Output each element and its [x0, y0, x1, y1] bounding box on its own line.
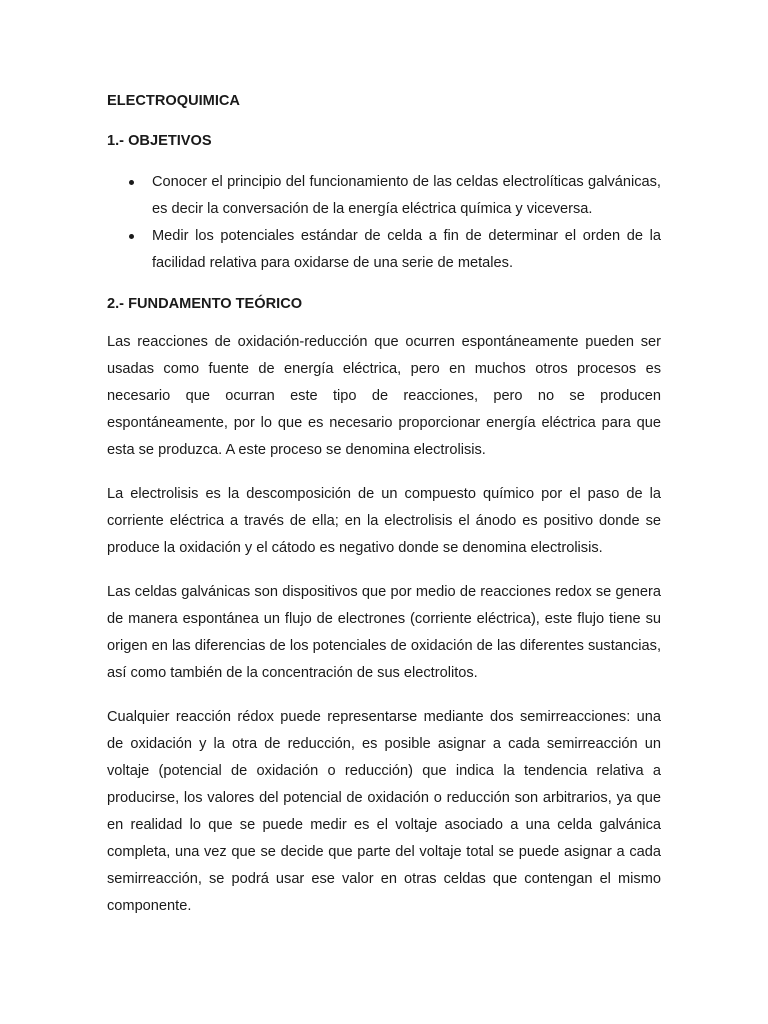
document-page	[107, 90, 661, 937]
document-title: ELECTROQUIMICA	[107, 93, 240, 109]
objectives-list	[107, 169, 661, 277]
section-heading-fundamento: 2.- FUNDAMENTO TEÓRICO	[107, 296, 303, 312]
paragraph: Cualquier reacción rédox puede representarse mediante dos semirreacciones: una de oxidación y la otra de reducción, es posible asignar a cada semirreacción un voltaje (potencial de oxidación o reducción) que indica la tendencia relativa a producirse, los valores del potencial de oxidación o reducción son arbitrarios, ya que en realidad lo que se puede medir es el voltaje asociado a una celda galvánica completa, una vez que se decide que parte del voltaje total se puede asignar a cada semirreacción, se podrá usar ese valor en otras celdas que contengan el mismo componente.	[107, 709, 661, 914]
list-item-text: Medir los potenciales estándar de celda a fin de determinar el orden de la facilidad relativa para oxidarse de una serie de metales.	[152, 228, 661, 271]
paragraph: La electrolisis es la descomposición de un compuesto químico por el paso de la corriente eléctrica a través de ella; en la electrolisis el ánodo es positivo donde se produce la oxidación y el cátodo es negativo donde se denomina electrolisis.	[107, 486, 661, 556]
paragraph: Las celdas galvánicas son dispositivos que por medio de reacciones redox se genera de manera espontánea un flujo de electrones (corriente eléctrica), este flujo tiene su origen en las diferencias de los potenciales de oxidación de las diferentes sustancias, así como también de la concentración de sus electrolitos.	[107, 584, 661, 681]
list-item-text: Conocer el principio del funcionamiento de las celdas electrolíticas galvánicas, es decir la conversación de la energía eléctrica química y viceversa.	[152, 174, 661, 217]
paragraph: Las reacciones de oxidación-reducción que ocurren espontáneamente pueden ser usadas como fuente de energía eléctrica, pero en muchos otros procesos es necesario que ocurran este tipo de reacciones, pero no se producen espontáneamente, por lo que es necesario proporcionar energía eléctrica para que esta se produzca. A este proceso se denomina electrolisis.	[107, 334, 661, 458]
list-item	[107, 169, 661, 223]
bullet-icon	[129, 180, 134, 185]
section-heading-objetivos: 1.- OBJETIVOS	[107, 133, 212, 149]
bullet-icon	[129, 234, 134, 239]
list-item	[107, 223, 661, 277]
